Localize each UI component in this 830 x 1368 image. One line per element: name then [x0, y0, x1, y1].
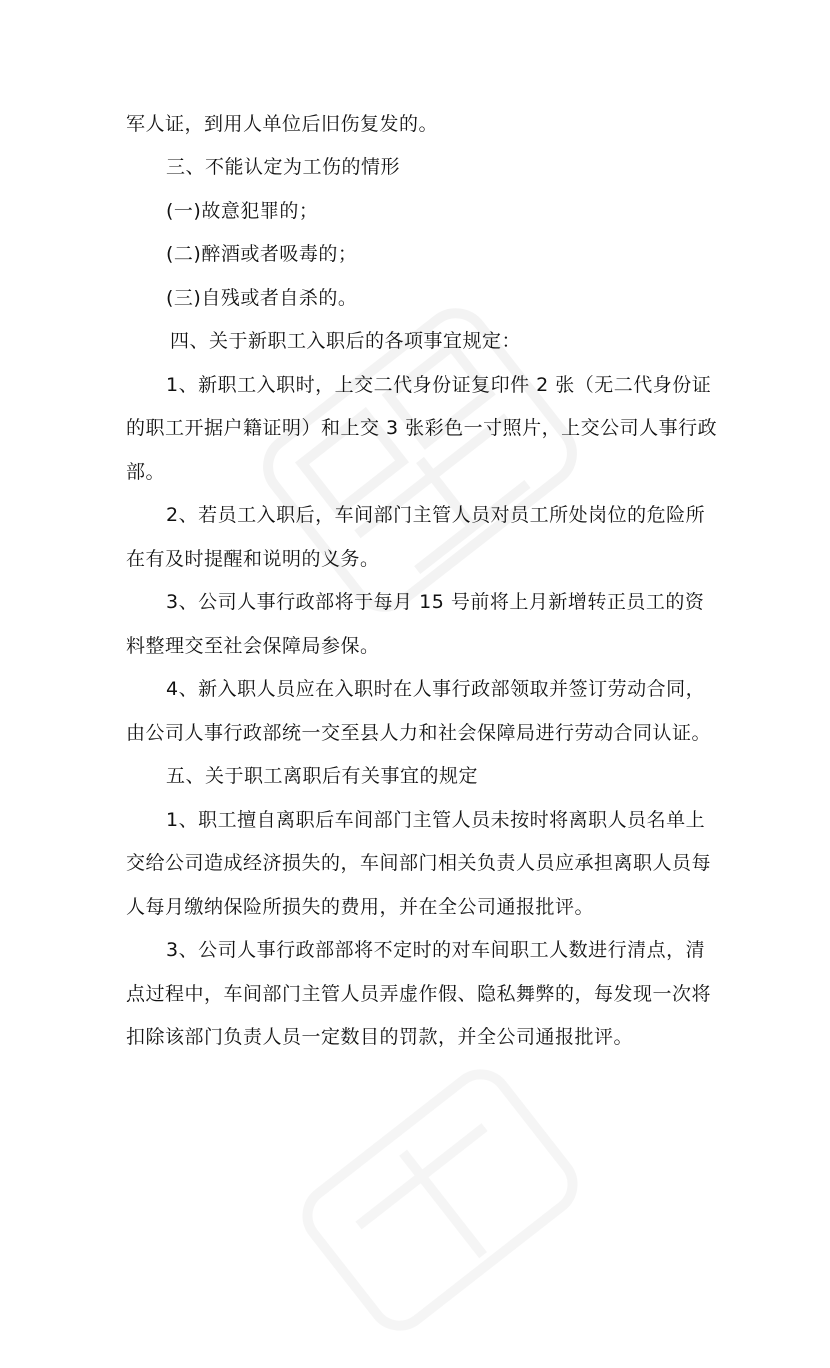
text-line: 2、若员工入职后，车间部门主管人员对员工所处岗位的危险所 [166, 504, 706, 526]
text-line: 3、公司人事行政部将于每月 15 号前将上月新增转正员工的资 [166, 591, 705, 613]
text-line: (二)醉酒或者吸毒的； [166, 243, 358, 265]
text-line: 部。 [126, 461, 166, 483]
text-line: 1、新职工入职时，上交二代身份证复印件 2 张（无二代身份证 [166, 374, 712, 396]
text-line: 扣除该部门负责人员一定数目的罚款，并全公司通报批评。 [126, 1026, 634, 1048]
text-line: 人每月缴纳保险所损失的费用，并在全公司通报批评。 [126, 896, 595, 918]
text-line: 由公司人事行政部统一交至县人力和社会保障局进行劳动合同认证。 [126, 722, 712, 744]
section-heading: 五、关于职工离职后有关事宜的规定 [166, 765, 479, 787]
text-line: 军人证，到用人单位后旧伤复发的。 [126, 113, 439, 135]
section-heading: 四、关于新职工入职后的各项事宜规定： [170, 330, 522, 352]
text-line: 在有及时提醒和说明的义务。 [126, 548, 380, 570]
text-line: (三)自残或者自杀的。 [166, 287, 358, 309]
section-heading: 三、不能认定为工伤的情形 [166, 156, 401, 178]
text-line: 4、新入职人员应在入职时在人事行政部领取并签订劳动合同， [166, 678, 706, 700]
text-line: 料整理交至社会保障局参保。 [126, 635, 380, 657]
text-line: 交给公司造成经济损失的，车间部门相关负责人员应承担离职人员每 [126, 852, 712, 874]
text-line: 3、公司人事行政部部将不定时的对车间职工人数进行清点，清 [166, 939, 706, 961]
watermark-logo-bottom [268, 1035, 612, 1365]
text-line: 的职工开据户籍证明）和上交 3 张彩色一寸照片，上交公司人事行政 [126, 417, 718, 439]
text-line: 点过程中，车间部门主管人员弄虚作假、隐私舞弊的，每发现一次将 [126, 983, 712, 1005]
text-line: 1、职工擅自离职后车间部门主管人员未按时将离职人员名单上 [166, 809, 706, 831]
text-line: (一)故意犯罪的； [166, 200, 319, 222]
